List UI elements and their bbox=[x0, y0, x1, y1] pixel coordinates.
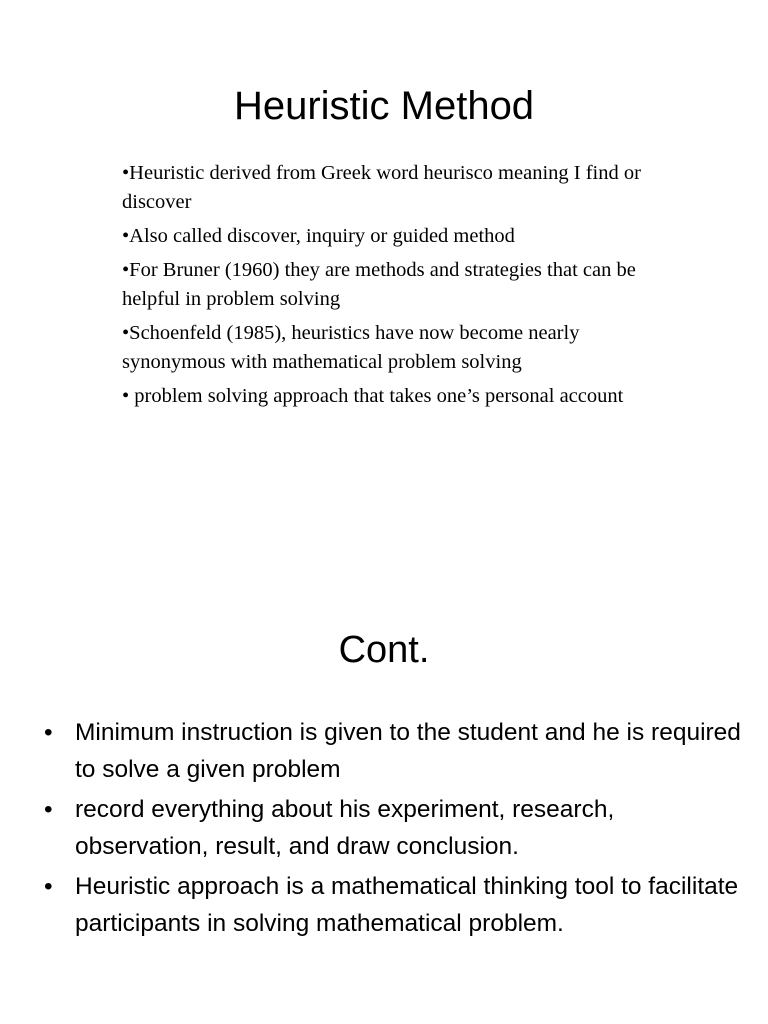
bullet-icon: • bbox=[44, 873, 53, 900]
bullet-icon: • bbox=[44, 796, 53, 823]
list-item: •Also called discover, inquiry or guided method bbox=[122, 225, 515, 247]
list-item: •For Bruner (1960) they are methods and strategies that can be helpful in problem solving bbox=[122, 259, 636, 310]
list-item: •Schoenfeld (1985), heuristics have now become nearly synonymous with mathematical problem solving bbox=[122, 322, 580, 373]
list-item bbox=[44, 791, 744, 865]
list-item-text: Heuristic approach is a mathematical thinking tool to facilitate participants in solving mathematical problem. bbox=[75, 873, 739, 937]
slide-title: Cont. bbox=[338, 629, 430, 671]
list-item-text: Minimum instruction is given to the student and he is required to solve a given problem bbox=[75, 719, 741, 783]
list-item bbox=[44, 868, 744, 942]
list-item: • problem solving approach that takes one’s personal account bbox=[122, 385, 624, 407]
bullet-list bbox=[44, 714, 744, 945]
list-item-text: record everything about his experiment, research, observation, result, and draw conclusion. bbox=[75, 796, 615, 860]
bullet-list bbox=[122, 159, 652, 416]
list-item: •Heuristic derived from Greek word heurisco meaning I find or discover bbox=[122, 162, 641, 213]
slide-title: Heuristic Method bbox=[233, 84, 535, 128]
list-item bbox=[44, 714, 744, 788]
bullet-icon: • bbox=[44, 719, 53, 746]
